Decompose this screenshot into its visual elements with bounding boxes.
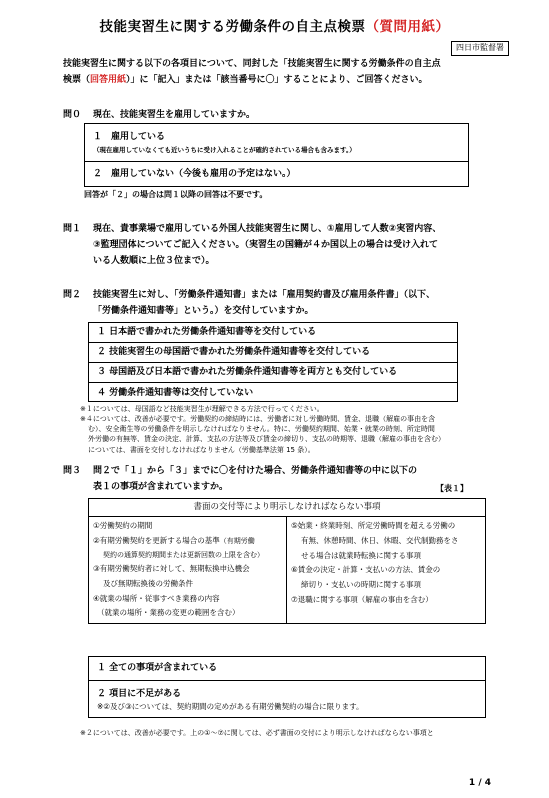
left-item-2-sub: （有期労働 [219,537,255,546]
q2-option-3[interactable]: ３ 母国語及び日本語で書かれた労働条件通知書等を両方とも交付している [89,363,457,383]
table-tag: 【表１】 [436,484,468,493]
left-item-2-cont: 契約の通算契約期間または更新回数の上限を含む） [103,550,264,559]
q1-line-1: 現在、貴事業場で雇用している外国人技能実習生に関し、①雇用して人数②実習内容、 [93,224,442,234]
left-item-4: ④就業の場所・従事すべき業務の内容 [93,593,220,603]
q2-option-4[interactable]: ４ 労働条件通知書等は交付していない [97,387,254,398]
right-item-7: ⑦退職に関する事項（解雇の事由を含む） [291,594,433,604]
right-item-5: ⑤始業・終業時刻、所定労働時間を超える労働の [291,521,456,531]
q2-option-2[interactable]: ２ 技能実習生の母国語で書かれた労働条件通知書等を交付している [89,343,457,363]
question-number: 問１ [63,224,82,234]
question-2 [63,288,508,320]
intro-line-2a: 検票（ [63,74,91,85]
intro-line-2 [63,73,503,89]
q0-options-box [84,123,469,187]
q2-note-4: 外労働の有無等、賃金の決定、計算、支払の方法等及び賃金の締切り、支払の時期等、退職（解雇の事由を含む） [88,435,445,444]
left-item-3: ③有期労働契約者に対して、無期転換申込機会 [93,564,250,574]
question-number: 問３ [63,466,82,476]
left-item-1: ①労働契約の期間 [93,521,153,531]
left-item-2-text: ②有期労働契約を更新する場合の基準 [93,536,220,546]
q2-note-3: む）、安全衛生等の労働条件を明示しなければなりません。特に、労働契約期間、始業・就業の時刻、所定時間 [88,425,435,434]
intro-line-2b: ）」に「記入」または「該当番号に〇」することにより、ご回答ください。 [126,74,428,85]
table-body [89,517,485,622]
intro-text [63,57,503,89]
q0-option-2[interactable]: ２ 雇用していない（今後も雇用の予定はない。） [93,168,296,179]
question-0 [63,108,255,124]
right-item-5-cont-1: 有無、休憩時間、休日、休暇、交代制勤務をさ [301,536,459,546]
intro-answer-sheet: 回答用紙 [90,74,127,85]
q2-note-2: ※４については、改善が必要です。労働契約の締結時には、労働者に対し労働時間、賃金、退職（解雇の事由を含 [80,415,436,424]
q2-notes [80,404,520,455]
option-subtext: （現在雇用していなくても近いうちに受け入れることが確約されている場合も含みます。） [93,145,356,154]
q3-line-2: 表１の事項が含まれていますか。 [93,481,229,492]
q0-option-1[interactable] [85,124,468,162]
intro-line-1: 技能実習生に関する以下の各項目について、同封した「技能実習生に関する労働条件の自主点 [63,59,441,69]
right-item-5-cont-2: せる場合は就業時転換に関する事項 [301,550,421,560]
option-label: ２ 項目に不足がある [97,688,182,699]
table-right-column [287,517,485,622]
right-item-6: ⑥賃金の決定・計算・支払いの方法、賃金の [291,565,441,575]
title-suffix: （質問用紙） [365,19,450,35]
office-label: 四日市監督署 [451,41,509,56]
q2-note-1: ※１については、母国語など技能実習生が理解できる方法で行ってください。 [80,405,324,413]
q3-option-2[interactable] [89,681,485,719]
q3-footnote: ※２については、改善が必要です。上の①～⑦に関しては、必ず書面の交付により明示しなければならない事項と [80,729,434,737]
q0-note: 回答が「２」の場合は問１以降の回答は不要です。 [84,190,268,199]
q2-option-1[interactable]: １ 日本語で書かれた労働条件通知書等を交付している [89,323,457,343]
table-header: 書面の交付等により明示しなければならない事項 [89,499,485,517]
left-item-2 [93,534,282,549]
q1-line-3: いる人数順に上位３位まで）。 [93,255,215,266]
question-1 [63,222,508,269]
page-number: 1 / 4 [468,778,491,788]
q3-line-1: 問２で「１」から「３」までに〇を付けた場合、労働条件通知書等の中に以下の [93,466,418,476]
page-title [0,18,549,36]
table-left-column [89,517,287,622]
option-label: １ 雇用している [93,131,166,142]
question-number: 問２ [63,290,82,300]
q2-note-5: については、書面を交付しなければなりません（労働基準法第 15 条）。 [88,445,315,454]
q3-options-box [88,656,486,718]
q2-line-2: 「労働条件通知書等」という。）を交付していますか。 [93,305,314,316]
table-1 [88,498,486,624]
title-main: 技能実習生に関する労働条件の自主点検票 [99,19,366,35]
right-item-6-cont: 締切り・支払いの時期に関する事項 [301,579,421,589]
question-text: 現在、技能実習生を雇用していますか。 [93,110,256,120]
option-subtext: ※②及び③については、契約期間の定めがある有期労働契約の場合に限ります。 [97,702,364,711]
q1-line-2: ③監理団体についてご記入ください。（実習生の国籍が４か国以上の場合は受け入れて [93,239,438,250]
question-number: 問０ [63,110,82,120]
q3-option-1[interactable]: １ 全ての事項が含まれている [89,657,485,681]
q2-line-1: 技能実習生に対し、「労働条件通知書」または「雇用契約書及び雇用条件書」（以下、 [93,290,436,300]
q2-options-box [88,322,458,402]
left-item-4-cont: （就業の場所・業務の変更の範囲を含む） [97,608,240,618]
left-item-3-cont: 及び無期転換後の労働条件 [103,579,193,588]
